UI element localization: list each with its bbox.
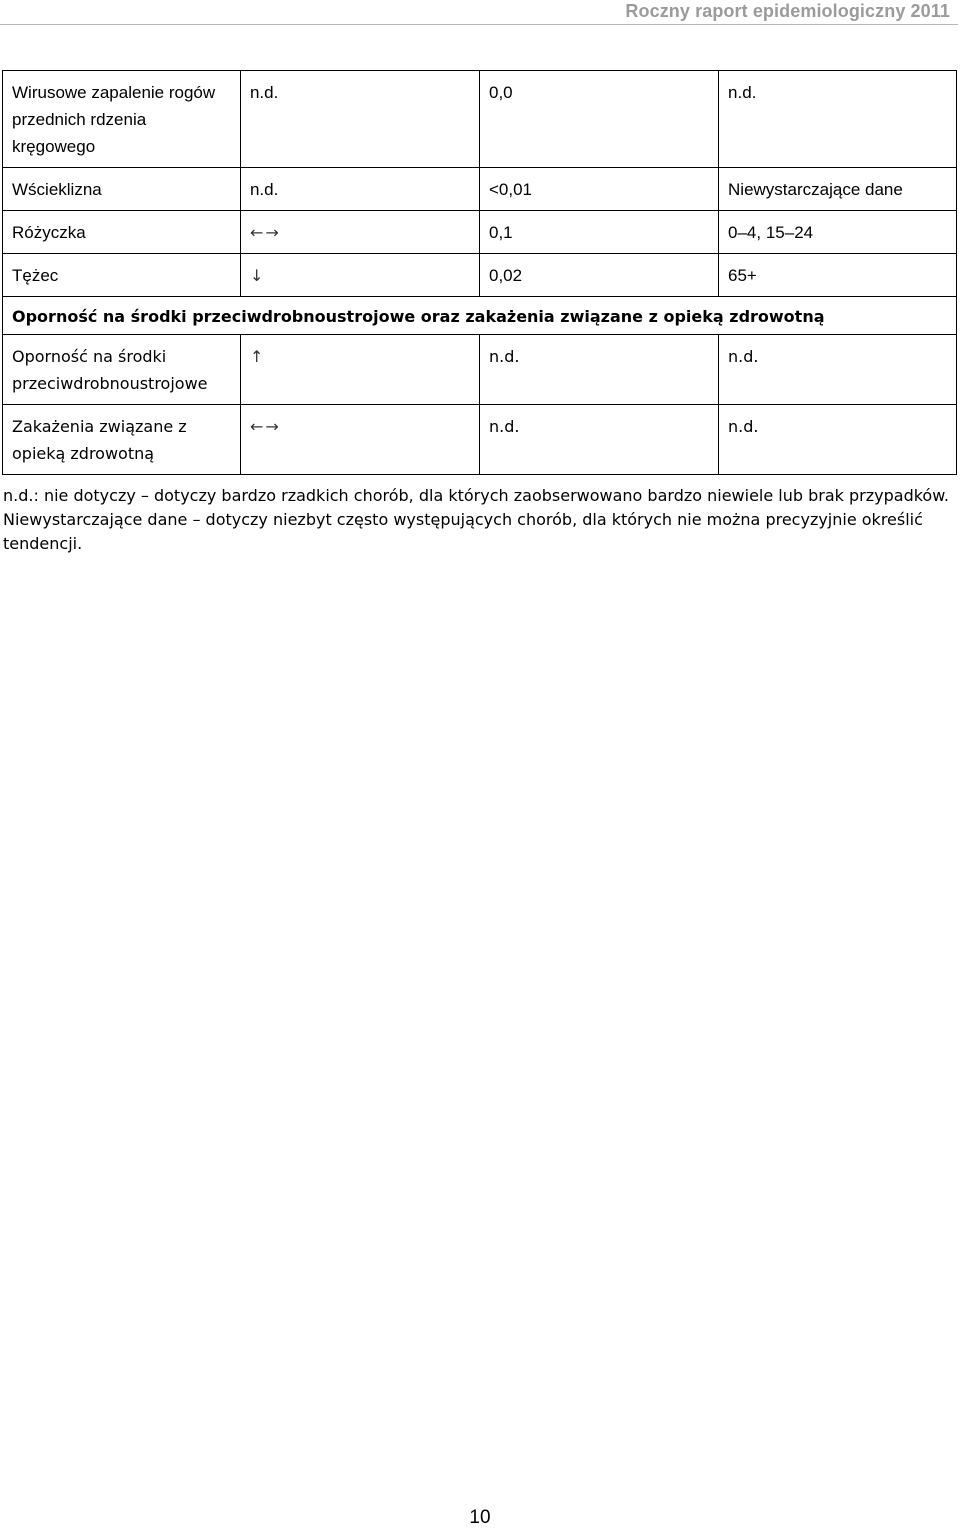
age-group-cell: n.d.: [719, 335, 957, 405]
age-group-cell: Niewystarczające dane: [719, 168, 957, 211]
section-title: Oporność na środki przeciwdrobnoustrojowe oraz zakażenia związane z opieką zdrowotną: [3, 297, 957, 335]
trend-cell: [240, 254, 479, 297]
table-row: [3, 335, 957, 405]
trend-cell: n.d.: [240, 168, 479, 211]
trend-cell: [240, 335, 479, 405]
rate-cell: <0,01: [479, 168, 718, 211]
table-row: [3, 405, 957, 475]
trend-cell: [240, 211, 479, 254]
running-header: [0, 0, 958, 25]
table-row: [3, 168, 957, 211]
footnote-insufficient-data: Niewystarczające dane – dotyczy niezbyt często występujących chorób, dla których nie można precyzyjnie określić tendencji.: [3, 510, 923, 553]
disease-name: Oporność na środki przeciwdrobnoustrojowe: [3, 335, 241, 405]
age-group-cell: n.d.: [719, 71, 957, 168]
age-group-cell: n.d.: [719, 405, 957, 475]
left-right-arrow-icon: ←→: [249, 417, 281, 436]
rate-cell: 0,02: [479, 254, 718, 297]
disease-name: Wirusowe zapalenie rogów przednich rdzenia kręgowego: [3, 71, 241, 168]
disease-name: Wścieklizna: [3, 168, 241, 211]
table-row: [3, 211, 957, 254]
page-number: 10: [469, 1507, 491, 1528]
section-header-row: [3, 297, 957, 335]
disease-name: Zakażenia związane z opieką zdrowotną: [3, 405, 241, 475]
rate-cell: n.d.: [479, 335, 718, 405]
rate-cell: 0,1: [479, 211, 718, 254]
age-group-cell: 0–4, 15–24: [719, 211, 957, 254]
trend-cell: [240, 405, 479, 475]
up-arrow-icon: ↑: [249, 347, 266, 366]
down-arrow-icon: ↓: [249, 266, 266, 285]
left-right-arrow-icon: ←→: [249, 223, 281, 242]
disease-name: Tężec: [3, 254, 241, 297]
table-row: [3, 254, 957, 297]
footnotes: [3, 484, 953, 556]
report-title: Roczny raport epidemiologiczny 2011: [625, 1, 950, 21]
age-group-cell: 65+: [719, 254, 957, 297]
rate-cell: n.d.: [479, 405, 718, 475]
footnote-nd: n.d.: nie dotyczy – dotyczy bardzo rzadkich chorób, dla których zaobserwowano bardzo niewiele lub brak przypadków.: [3, 486, 949, 505]
disease-name: Różyczka: [3, 211, 241, 254]
table-row: [3, 71, 957, 168]
disease-trend-table: [2, 70, 957, 475]
trend-cell: n.d.: [240, 71, 479, 168]
rate-cell: 0,0: [479, 71, 718, 168]
